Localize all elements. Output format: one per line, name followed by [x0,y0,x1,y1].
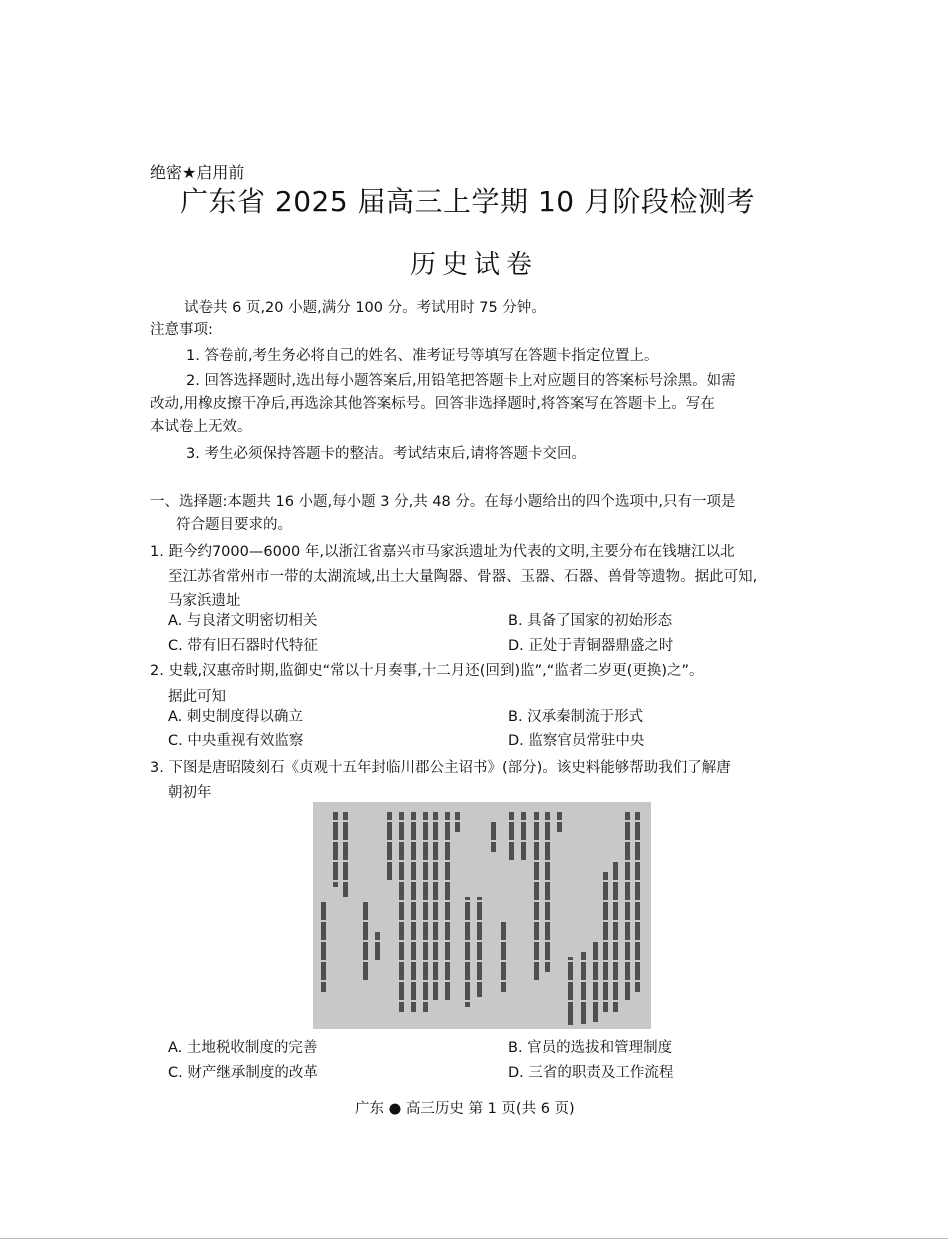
question-2-option-a: A. 刺史制度得以确立 [168,709,303,725]
question-1-stem-line3: 马家浜遗址 [168,593,241,609]
notes-heading: 注意事项: [150,322,213,338]
edict-stone-rubbing-image [313,802,651,1029]
question-3-option-a: A. 土地税收制度的完善 [168,1040,318,1056]
question-1-stem-line2: 至江苏省常州市一带的太湖流域,出土大量陶器、骨器、玉器、石器、兽骨等遗物。据此可知, [168,569,758,585]
question-2-option-b: B. 汉承秦制流于形式 [508,709,644,725]
stone-rubbing-texture [313,802,651,1029]
page-bottom-rule [0,1238,948,1239]
question-2-option-d: D. 监察官员常驻中央 [508,733,645,749]
note-item-2: 2. 回答选择题时,选出每小题答案后,用铅笔把答题卡上对应题目的答案标号涂黑。如需 [186,373,736,389]
question-3-option-d: D. 三省的职责及工作流程 [508,1065,674,1081]
question-3-stem: 3. 下图是唐昭陵刻石《贞观十五年封临川郡公主诏书》(部分)。该史料能够帮助我们了解唐 [150,760,731,776]
question-1-option-d: D. 正处于青铜器鼎盛之时 [508,638,674,654]
exam-title: 广东省 2025 届高三上学期 10 月阶段检测考 [180,185,755,218]
question-3-option-c: C. 财产继承制度的改革 [168,1065,318,1081]
question-3-option-b: B. 官员的选拔和管理制度 [508,1040,673,1056]
note-item-1: 1. 答卷前,考生务必将自己的姓名、准考证号等填写在答题卡指定位置上。 [186,348,659,364]
note-item-2-end: 本试卷上无效。 [150,419,252,435]
question-3-stem-line2: 朝初年 [168,785,212,801]
subject-title: 历史试卷 [410,250,539,280]
question-1-option-a: A. 与良渚文明密切相关 [168,613,318,629]
secret-mark: 绝密★启用前 [150,163,245,182]
question-2-option-c: C. 中央重视有效监察 [168,733,304,749]
section-heading-cont: 符合题目要求的。 [176,517,292,533]
question-2-stem: 2. 史载,汉惠帝时期,监御史“常以十月奏事,十二月还(回到)监”,“监者二岁更(更换)之”。 [150,663,704,679]
exam-intro: 试卷共 6 页,20 小题,满分 100 分。考试用时 75 分钟。 [184,300,546,316]
note-item-2-cont: 改动,用橡皮擦干净后,再选涂其他答案标号。回答非选择题时,将答案写在答题卡上。写在 [150,396,715,412]
question-1-option-b: B. 具备了国家的初始形态 [508,613,673,629]
question-2-stem-line2: 据此可知 [168,689,226,705]
question-1-stem: 1. 距今约7000—6000 年,以浙江省嘉兴市马家浜遗址为代表的文明,主要分布在钱塘江以北 [150,544,735,560]
question-1-option-c: C. 带有旧石器时代特征 [168,638,318,654]
note-item-3: 3. 考生必须保持答题卡的整洁。考试结束后,请将答题卡交回。 [186,446,587,462]
section-heading: 一、选择题:本题共 16 小题,每小题 3 分,共 48 分。在每小题给出的四个选项中,只有一项是 [150,494,736,510]
page-footer: 广东 ● 高三历史 第 1 页(共 6 页) [355,1101,575,1117]
